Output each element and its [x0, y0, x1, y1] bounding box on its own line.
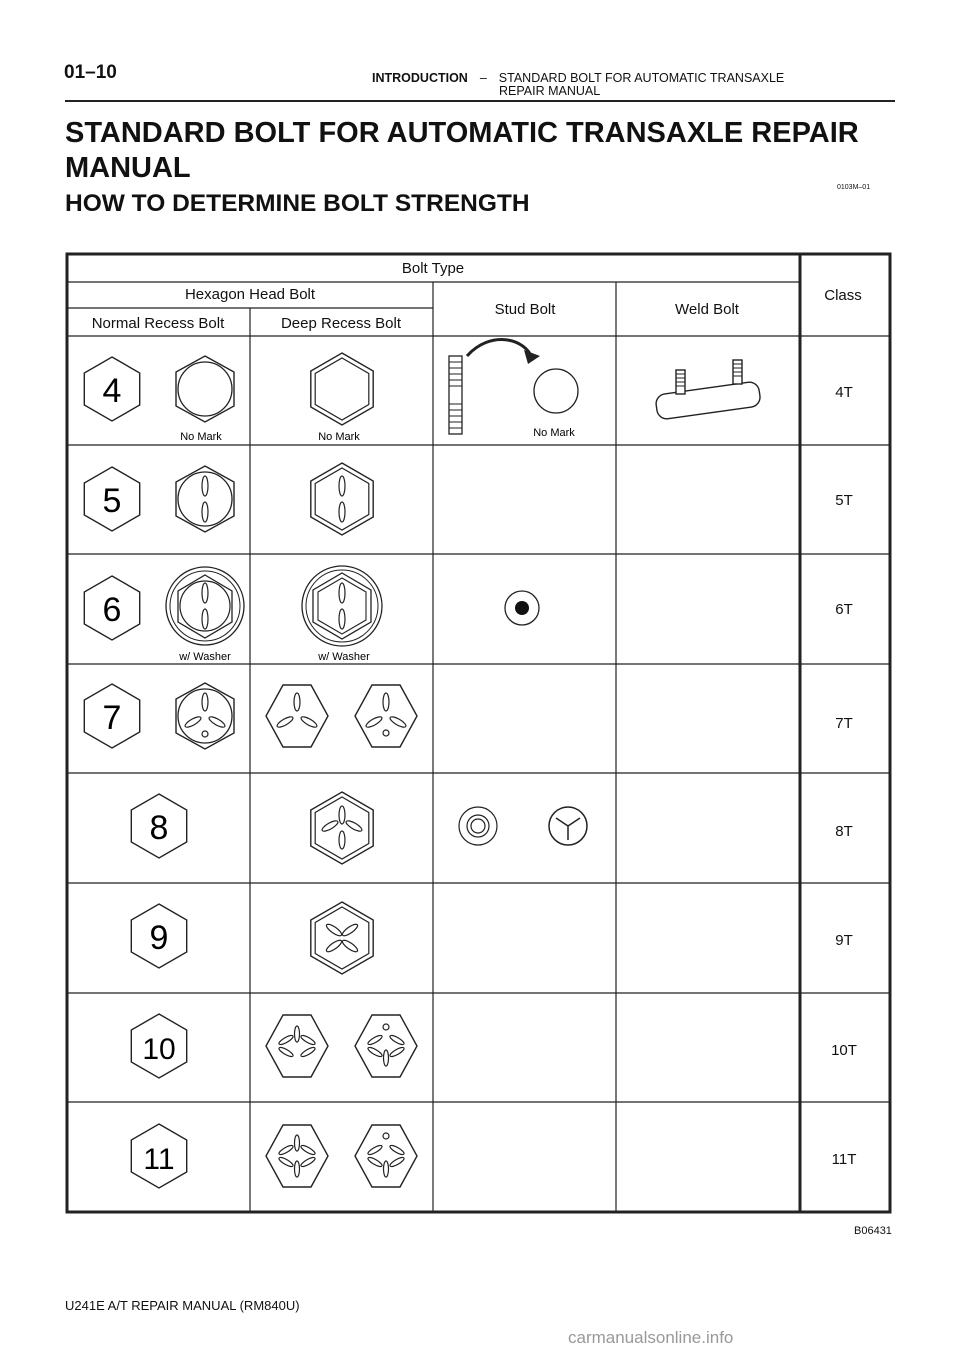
head-mark-9: 9 [149, 919, 169, 957]
head-mark-6: 6 [102, 591, 122, 629]
class-5t: 5T [835, 492, 853, 509]
class-9t: 9T [835, 932, 853, 949]
header-separator: – [479, 71, 487, 85]
note-no-mark-deep: No Mark [318, 431, 360, 443]
head-mark-4: 4 [102, 372, 122, 410]
note-no-mark-normal: No Mark [180, 431, 222, 443]
row-10T [131, 1014, 417, 1078]
class-10t: 10T [831, 1042, 857, 1059]
note-washer-deep: w/ Washer [318, 651, 370, 663]
header-section: INTRODUCTION [372, 71, 468, 85]
header-class: Class [824, 287, 862, 304]
deep-recess-bolt-icon [311, 463, 373, 535]
page-title: STANDARD BOLT FOR AUTOMATIC TRANSAXLE REPAIR MANUAL [65, 117, 859, 184]
row-8T [131, 792, 587, 864]
row-5T [84, 463, 373, 535]
head-mark-5: 5 [102, 482, 122, 520]
row-4T [84, 340, 761, 443]
page-number: 01–10 [64, 62, 117, 83]
class-4t: 4T [835, 384, 853, 401]
figure-code: B06431 [854, 1225, 892, 1237]
class-11t: 11T [831, 1151, 857, 1168]
doc-code: 0103M–01 [837, 184, 871, 191]
header-stud-bolt: Stud Bolt [494, 301, 556, 318]
section-subtitle: HOW TO DETERMINE BOLT STRENGTH [65, 190, 530, 217]
header-deep-recess: Deep Recess Bolt [280, 315, 402, 332]
head-mark-8: 8 [149, 809, 169, 847]
stud-bolt-y-mark-icon [549, 807, 587, 845]
header-normal-recess: Normal Recess Bolt [91, 315, 225, 332]
stud-bolt-ring-icon [459, 807, 497, 845]
note-washer-normal: w/ Washer [179, 651, 231, 663]
head-mark-7: 7 [102, 699, 122, 737]
head-mark-10: 10 [142, 1033, 176, 1066]
deep-recess-bolt-icon [311, 353, 373, 425]
row-9T [131, 902, 373, 974]
header-bolt-type: Bolt Type [401, 260, 465, 277]
header-weld-bolt: Weld Bolt [675, 301, 739, 318]
header-topic-line2: REPAIR MANUAL [499, 84, 601, 98]
row-6T [84, 566, 539, 663]
class-8t: 8T [835, 823, 853, 840]
class-7t: 7T [835, 715, 853, 732]
footer: U241E A/T REPAIR MANUAL (RM840U) [65, 1298, 300, 1313]
note-no-mark-stud: No Mark [533, 427, 575, 439]
watermark[interactable]: carmanualsonline.info [568, 1328, 734, 1347]
head-mark-11: 11 [143, 1143, 175, 1176]
row-7T [84, 683, 417, 749]
header-hexagon-head-bolt: Hexagon Head Bolt [184, 286, 316, 303]
class-6t: 6T [835, 601, 853, 618]
stud-bolt-icon [449, 340, 578, 434]
header-topic-line1: STANDARD BOLT FOR AUTOMATIC TRANSAXLE [498, 71, 785, 85]
row-11T [131, 1124, 417, 1188]
weld-bolt-icon [655, 360, 761, 420]
